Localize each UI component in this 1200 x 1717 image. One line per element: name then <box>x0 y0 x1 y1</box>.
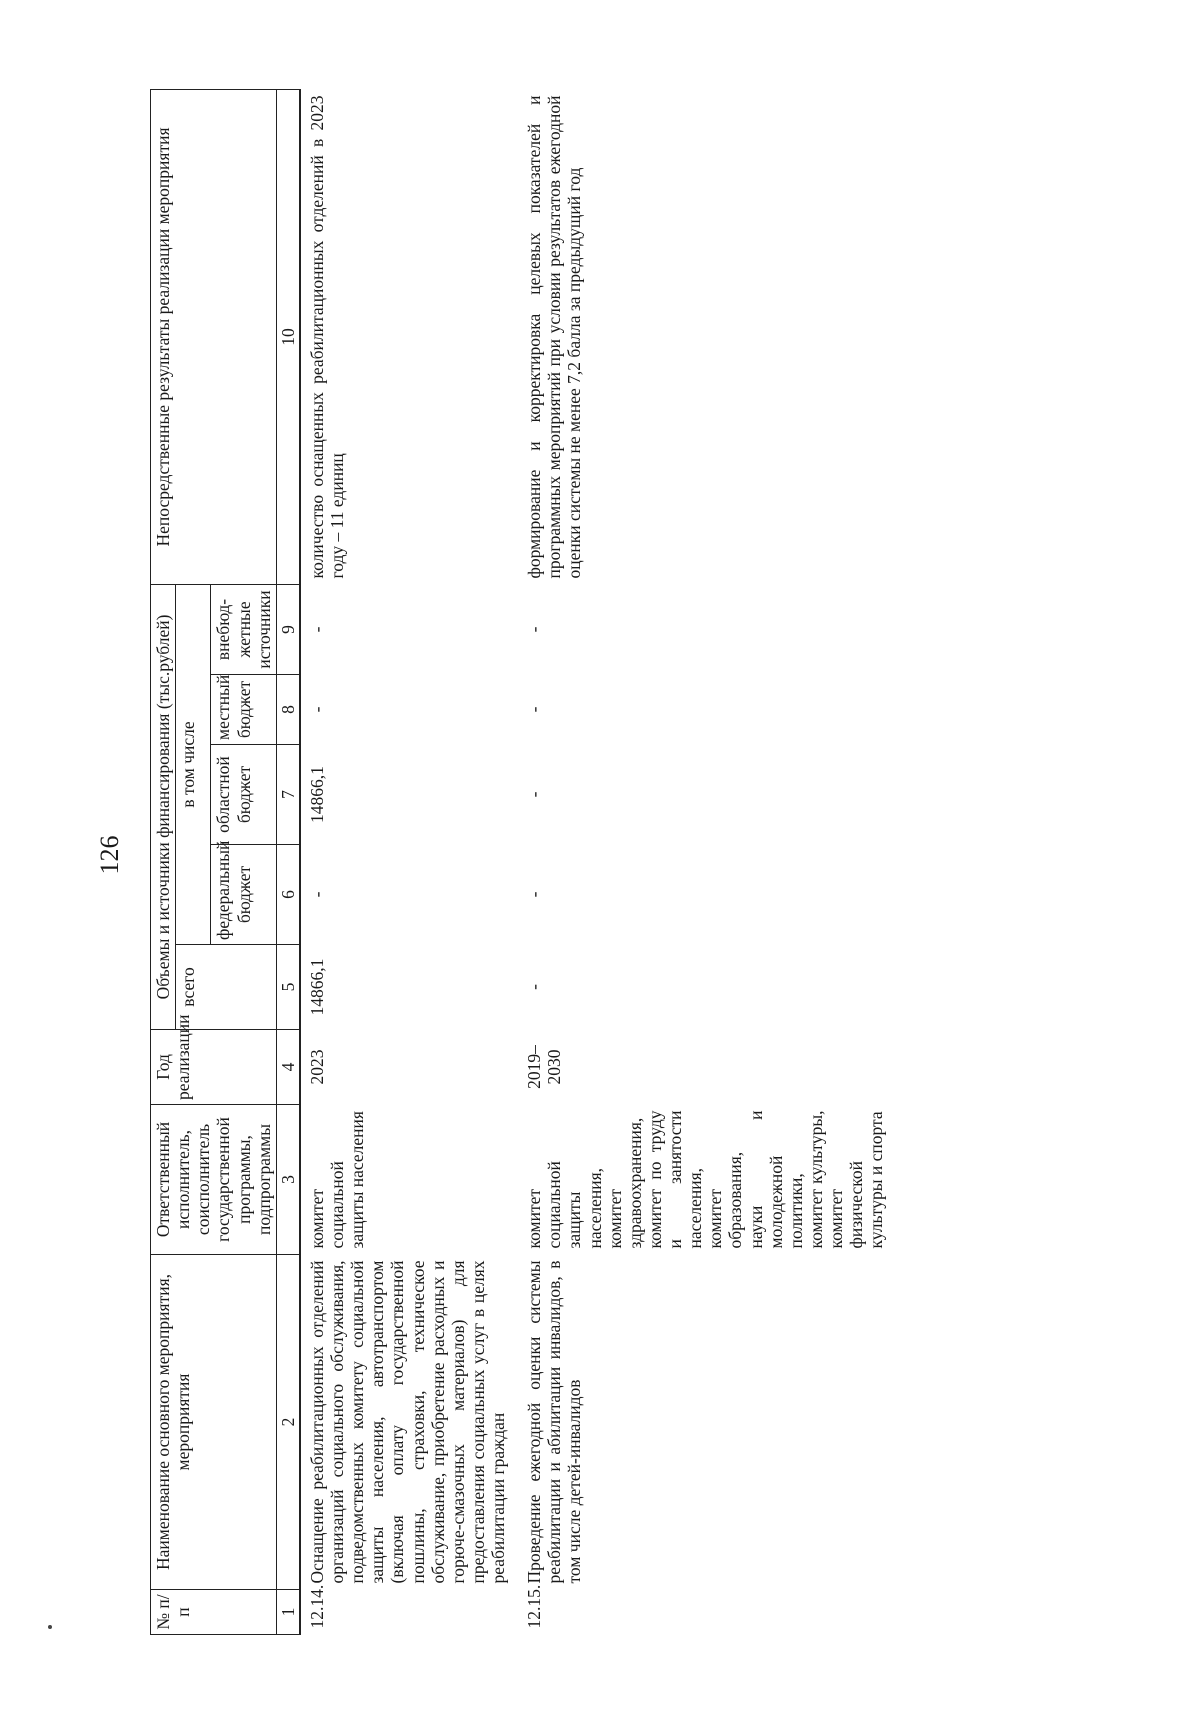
row-offbudget: - <box>306 626 327 633</box>
row-responsible: комитет социальной защиты населения, комитет здравоохранения, комитет по труду и занятости населения, комитет образования, науки и молодежной политики, комитет культуры, комитет физической культуры и спорта <box>524 1110 887 1249</box>
page-number: 126 <box>95 835 124 875</box>
header-responsible: Ответственный исполнитель, соисполнитель государственной программы, подпрограммы <box>151 1105 277 1255</box>
table-row <box>518 89 896 1634</box>
col-number: 4 <box>276 1030 300 1105</box>
col-number: 1 <box>276 1590 300 1635</box>
header-including: в том числе <box>176 584 211 944</box>
header-regional: областной бюджет <box>211 745 276 845</box>
row-name: Оснащение реабилитационных отделений организаций социального обслуживания, подведомственных комитету социальной защиты населения, автотранспортом (включая оплату государственной пошлины, страховки, техническое обслуживание, приобретение расходных и горюче-смазочных материалов) для предоставления социальных услуг в целях реабилитации граждан <box>306 1260 508 1584</box>
scan-speck <box>48 1625 52 1629</box>
row-local: - <box>524 706 545 713</box>
col-number: 3 <box>276 1105 300 1255</box>
row-federal: - <box>306 891 327 898</box>
header-funding: Объемы и источники финансирования (тыс.рублей) <box>151 584 176 1029</box>
row-total: - <box>524 984 545 990</box>
header-local: местный бюджет <box>211 675 276 745</box>
activities-table <box>150 89 896 1635</box>
row-result: количество оснащенных реабилитационных отделений в 2023 году – 11 единиц <box>306 95 347 579</box>
col-number: 6 <box>276 845 300 945</box>
header-offbudget: внебюд-жетные источники <box>211 584 276 674</box>
row-local: - <box>306 706 327 713</box>
row-year: 2023 <box>306 1049 327 1085</box>
row-year: 2019–2030 <box>524 1045 565 1089</box>
table-row <box>300 89 518 1634</box>
row-name: Проведение ежегодной оценки системы реабилитации и абилитации инвалидов, в том числе детей-инвалидов <box>524 1260 585 1584</box>
col-number: 5 <box>276 945 300 1030</box>
rotated-table-container <box>150 90 890 1635</box>
col-number: 8 <box>276 675 300 745</box>
row-num: 12.14. <box>306 1584 327 1629</box>
row-offbudget: - <box>524 626 545 633</box>
header-name: Наименование основного мероприятия, мероприятия <box>151 1255 277 1590</box>
col-number: 7 <box>276 745 300 845</box>
row-regional: - <box>524 791 545 798</box>
header-year: Год реализации <box>151 1030 277 1105</box>
header-federal: федеральный бюджет <box>211 845 276 945</box>
header-total: всего <box>176 945 277 1030</box>
row-num: 12.15. <box>524 1584 545 1629</box>
col-number: 9 <box>276 584 300 674</box>
row-federal: - <box>524 891 545 898</box>
row-result: формирование и корректировка целевых показателей и программных мероприятий при условии результатов ежегодной оценки системы не менее 7,2 балла за предыдущий год <box>524 95 585 579</box>
row-regional: 14866,1 <box>306 766 327 823</box>
header-num: № п/п <box>151 1590 277 1635</box>
row-total: 14866,1 <box>306 958 327 1016</box>
col-number: 10 <box>276 89 300 584</box>
header-result: Непосредственные результаты реализации мероприятия <box>151 89 277 584</box>
row-responsible: комитет социальной защиты населения <box>306 1111 368 1249</box>
col-number: 2 <box>276 1255 300 1590</box>
